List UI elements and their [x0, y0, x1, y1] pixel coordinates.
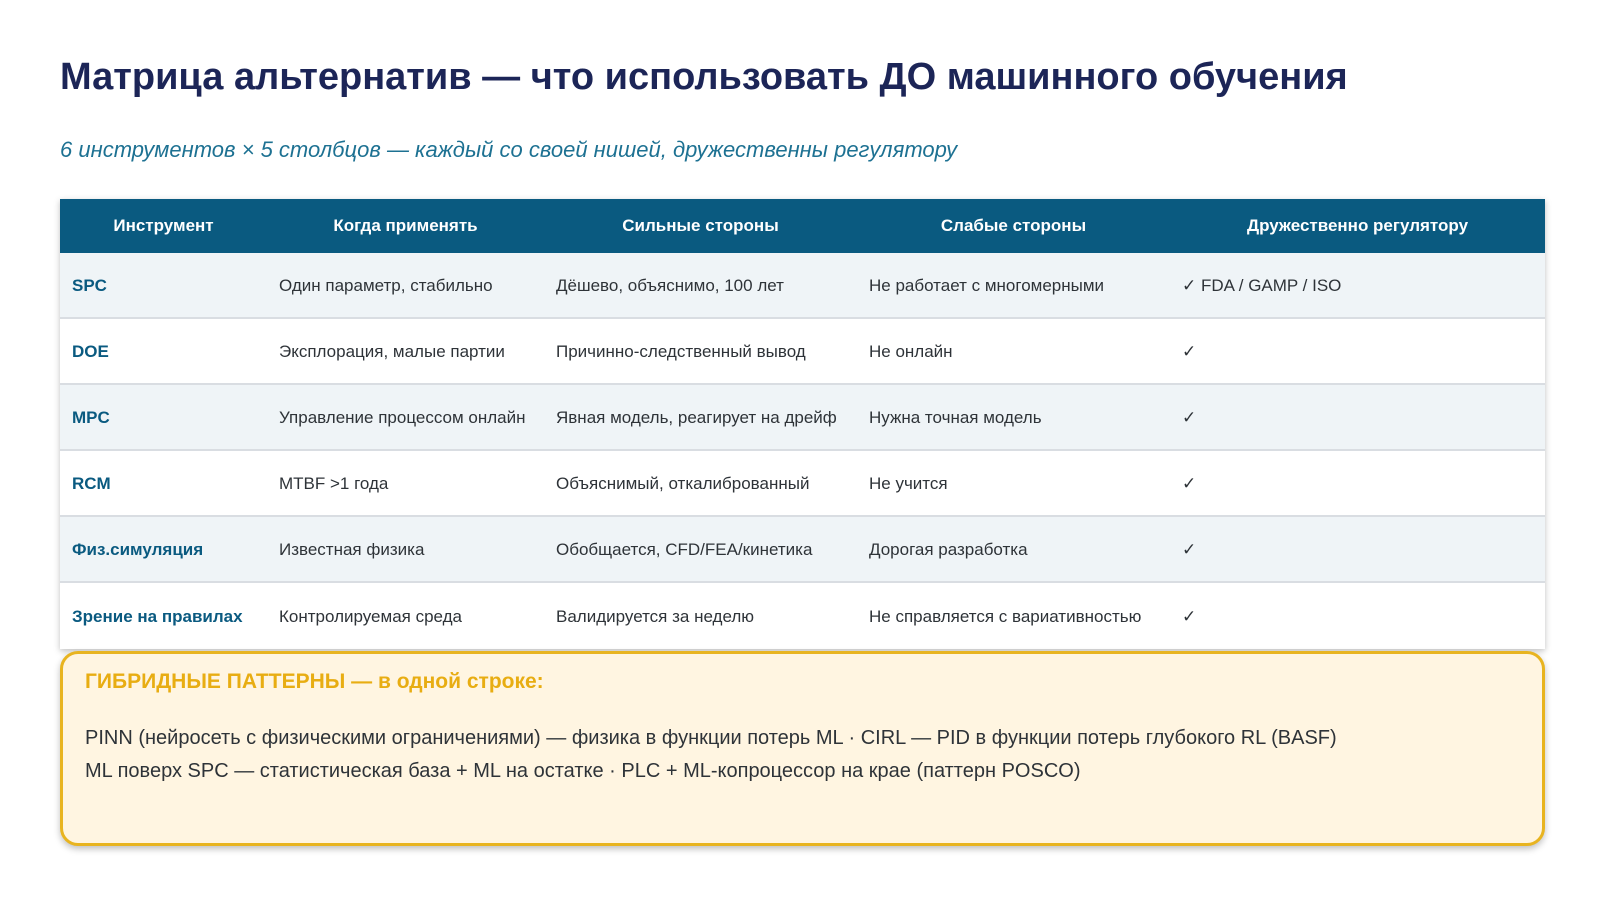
strengths-cell: Явная модель, реагирует на дрейф: [556, 407, 837, 427]
alternatives-matrix: [60, 199, 1545, 649]
when-cell: Один параметр, стабильно: [279, 275, 493, 295]
when-cell: MTBF >1 года: [279, 473, 389, 493]
strengths-cell: Валидируется за неделю: [556, 606, 755, 626]
header-strengths: Сильные стороны: [622, 216, 779, 235]
hybrid-patterns-title: ГИБРИДНЫЕ ПАТТЕРНЫ — в одной строке:: [85, 670, 544, 693]
regulator-cell: ✓: [1182, 341, 1197, 361]
header-tool: Инструмент: [113, 216, 214, 235]
weaknesses-cell: Не учится: [869, 473, 948, 493]
hybrid-pattern-line: PINN (нейросеть с физическими ограничениями) — физика в функции потерь ML · CIRL — PID в функции потерь глубокого RL (BASF): [85, 727, 1337, 749]
regulator-cell: ✓ FDA / GAMP / ISO: [1182, 275, 1342, 295]
weaknesses-cell: Не справляется с вариативностью: [869, 606, 1142, 626]
tool-name: Зрение на правилах: [72, 606, 243, 626]
weaknesses-cell: Не онлайн: [869, 341, 953, 361]
table-row: [60, 385, 1545, 451]
tool-name: MPC: [72, 407, 110, 427]
tool-name: SPC: [72, 275, 107, 295]
table-row: [60, 517, 1545, 583]
hybrid-pattern-line: ML поверх SPC — статистическая база + ML на остатке · PLC + ML-копроцессор на крае (паттерн POSCO): [85, 760, 1081, 782]
table-row: [60, 451, 1545, 517]
regulator-cell: ✓: [1182, 606, 1197, 626]
when-cell: Эксплорация, малые партии: [279, 341, 505, 361]
weaknesses-cell: Нужна точная модель: [869, 407, 1042, 427]
when-cell: Управление процессом онлайн: [279, 407, 526, 427]
tool-name: DOE: [72, 341, 109, 361]
header-regulator-friendly: Дружественно регулятору: [1246, 216, 1469, 235]
strengths-cell: Причинно-следственный вывод: [556, 341, 806, 361]
regulator-cell: ✓: [1182, 473, 1197, 493]
when-cell: Известная физика: [279, 539, 425, 559]
when-cell: Контролируемая среда: [279, 606, 462, 626]
page-subtitle: 6 инструментов × 5 столбцов — каждый со своей нишей, дружественны регулятору: [60, 137, 958, 162]
weaknesses-cell: Не работает с многомерными: [869, 275, 1105, 295]
header-weaknesses: Слабые стороны: [940, 216, 1087, 235]
hybrid-patterns-callout: [60, 651, 1545, 846]
strengths-cell: Дёшево, объяснимо, 100 лет: [556, 275, 784, 295]
header-when: Когда применять: [333, 216, 478, 235]
regulator-cell: ✓: [1182, 407, 1197, 427]
table-row: [60, 253, 1545, 319]
strengths-cell: Обобщается, CFD/FEA/кинетика: [556, 539, 813, 559]
strengths-cell: Объяснимый, откалиброванный: [556, 473, 810, 493]
regulator-cell: ✓: [1182, 539, 1197, 559]
table-row: [60, 319, 1545, 385]
table-row: [60, 583, 1545, 649]
weaknesses-cell: Дорогая разработка: [869, 539, 1028, 559]
page-title: Матрица альтернатив — что использовать ДО машинного обучения: [60, 56, 1348, 98]
tool-name: Физ.симуляция: [72, 539, 204, 559]
matrix-header-row: [60, 199, 1545, 253]
hybrid-patterns-text: [85, 722, 1520, 788]
tool-name: RCM: [72, 473, 111, 493]
